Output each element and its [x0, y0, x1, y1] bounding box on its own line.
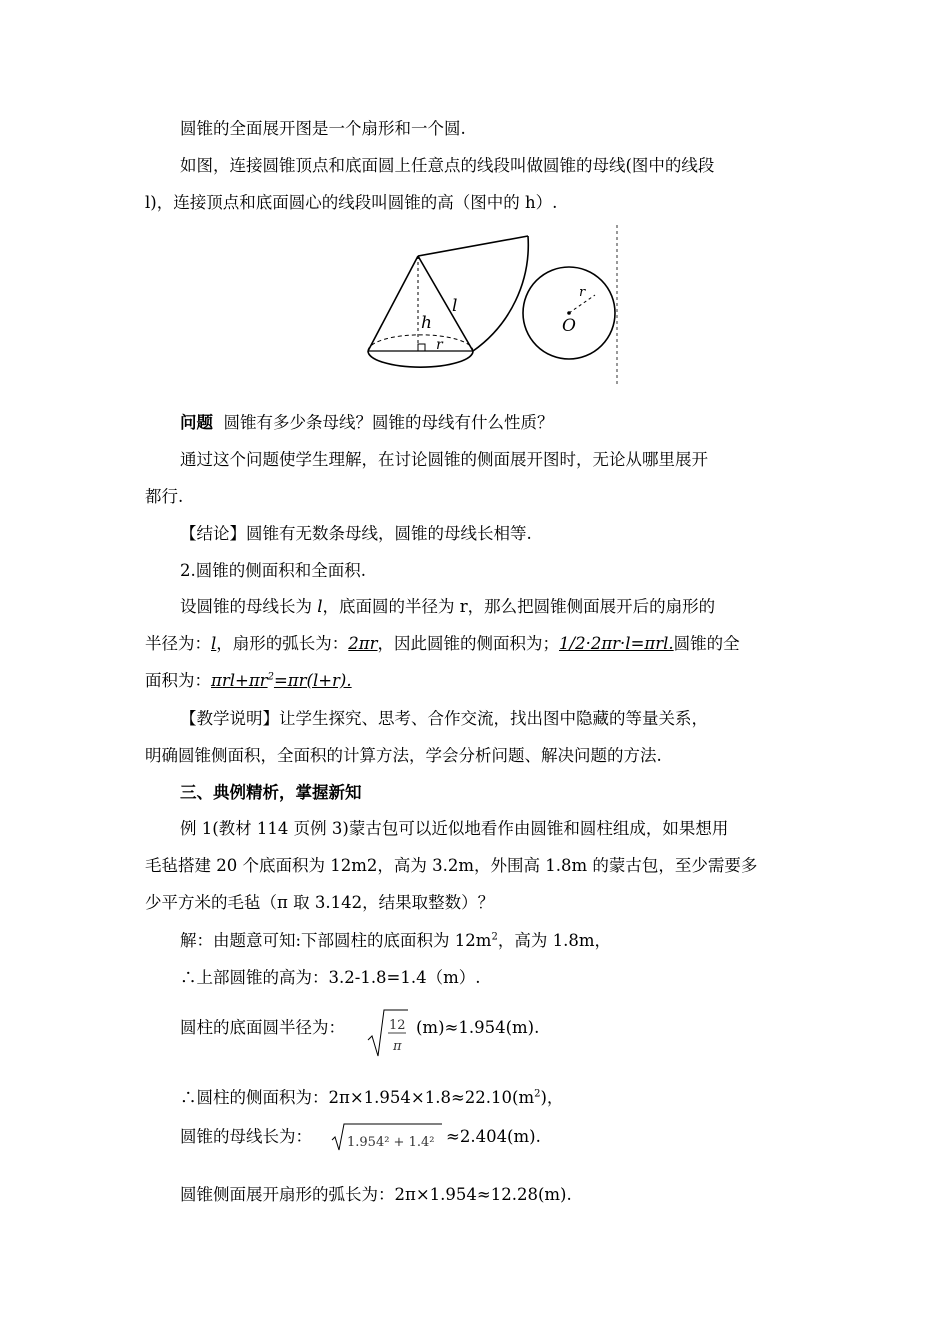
question-p1-line1: 通过这个问题使学生理解，在讨论圆锥的侧面展开图时，无论从哪里展开	[180, 450, 708, 469]
intro-p1: 圆锥的全面展开图是一个扇形和一个圆.	[180, 119, 466, 138]
svg-text:12: 12	[389, 1018, 406, 1033]
area-line2: 半径为：l，扇形的弧长为：2πr，因此圆锥的侧面积为；1/2·2πr·l=πrl.圆锥的全	[145, 634, 740, 653]
question-line	[180, 412, 845, 434]
example-line3: 少平方米的毛毡（π 取 3.142，结果取整数）？	[145, 893, 495, 912]
svg-text:1.954² + 1.4²: 1.954² + 1.4²	[347, 1135, 435, 1150]
intro-p2-line1: 如图，连接圆锥顶点和底面圆上任意点的线段叫做圆锥的母线(图中的线段	[180, 156, 715, 175]
area-line1: 设圆锥的母线长为 l，底面圆的半径为 r，那么把圆锥侧面展开后的扇形的	[180, 597, 716, 616]
question-p1-line2: 都行.	[145, 487, 184, 506]
label-h: h	[421, 313, 432, 333]
label-r: r	[436, 337, 443, 353]
sector-arc	[473, 236, 528, 351]
cone-net-figure	[360, 225, 630, 387]
solution-line3: 圆柱的底面圆半径为：	[180, 1018, 345, 1037]
example-line2: 毛毡搭建 20 个底面积为 12m2，高为 3.2m，外围高 1.8m 的蒙古包，至少需要多	[145, 856, 758, 875]
sqrt-12-over-pi	[366, 1006, 410, 1060]
teaching-note-line2: 明确圆锥侧面积，全面积的计算方法，学会分析问题、解决问题的方法.	[145, 746, 662, 765]
area-heading: 2.圆锥的侧面积和全面积.	[180, 561, 366, 580]
solution-line6: 圆锥侧面展开扇形的弧长为：2π×1.954≈12.28(m).	[180, 1185, 572, 1204]
cone-right-edge	[418, 256, 473, 351]
question-title: 问题	[180, 413, 213, 432]
sector-radius	[418, 236, 528, 256]
cone-base-front	[368, 351, 473, 367]
label-l: l	[452, 296, 458, 316]
solution-line2: ∴上部圆锥的高为：3.2-1.8=1.4（m）.	[180, 968, 481, 987]
sqrt-slant-height	[330, 1120, 444, 1154]
example-line1: 例 1(教材 114 页例 3)蒙古包可以近似地看作由圆锥和圆柱组成，如果想用	[180, 819, 729, 838]
cone-base-back	[368, 335, 473, 351]
intro-p2-line2: l)，连接顶点和底面圆心的线段叫圆锥的高（图中的 h）.	[145, 193, 558, 212]
section3-heading: 三、典例精析，掌握新知	[180, 783, 362, 802]
area-line3: 面积为：$\pi rl+\pi r^2=\pi r(l+r)$.	[145, 671, 352, 690]
conclusion: 【结论】圆锥有无数条母线，圆锥的母线长相等.	[180, 524, 532, 543]
solution-line1: 解：由题意可知:下部圆柱的底面积为 $12m^2$，高为 1.8m，	[180, 931, 611, 950]
label-o: O	[562, 316, 576, 336]
circle-center-dot	[567, 311, 571, 315]
svg-text:π: π	[393, 1039, 402, 1054]
slant-height-result: ≈2.404(m).	[446, 1127, 541, 1146]
label-r2: r	[579, 285, 586, 300]
solution-line4: ∴圆柱的侧面积为：$2\pi\times 1.954\times 1.8\approx 22.10(m^2)$，	[180, 1088, 564, 1107]
right-angle-mark	[418, 344, 425, 351]
question-text: 圆锥有多少条母线？圆锥的母线有什么性质？	[223, 413, 554, 432]
solution-line5-label: 圆锥的母线长为：	[180, 1127, 312, 1146]
radius-result: (m)≈1.954(m).	[416, 1018, 540, 1037]
teaching-note-line1: 【教学说明】让学生探究、思考、合作交流，找出图中隐藏的等量关系，	[180, 709, 708, 728]
